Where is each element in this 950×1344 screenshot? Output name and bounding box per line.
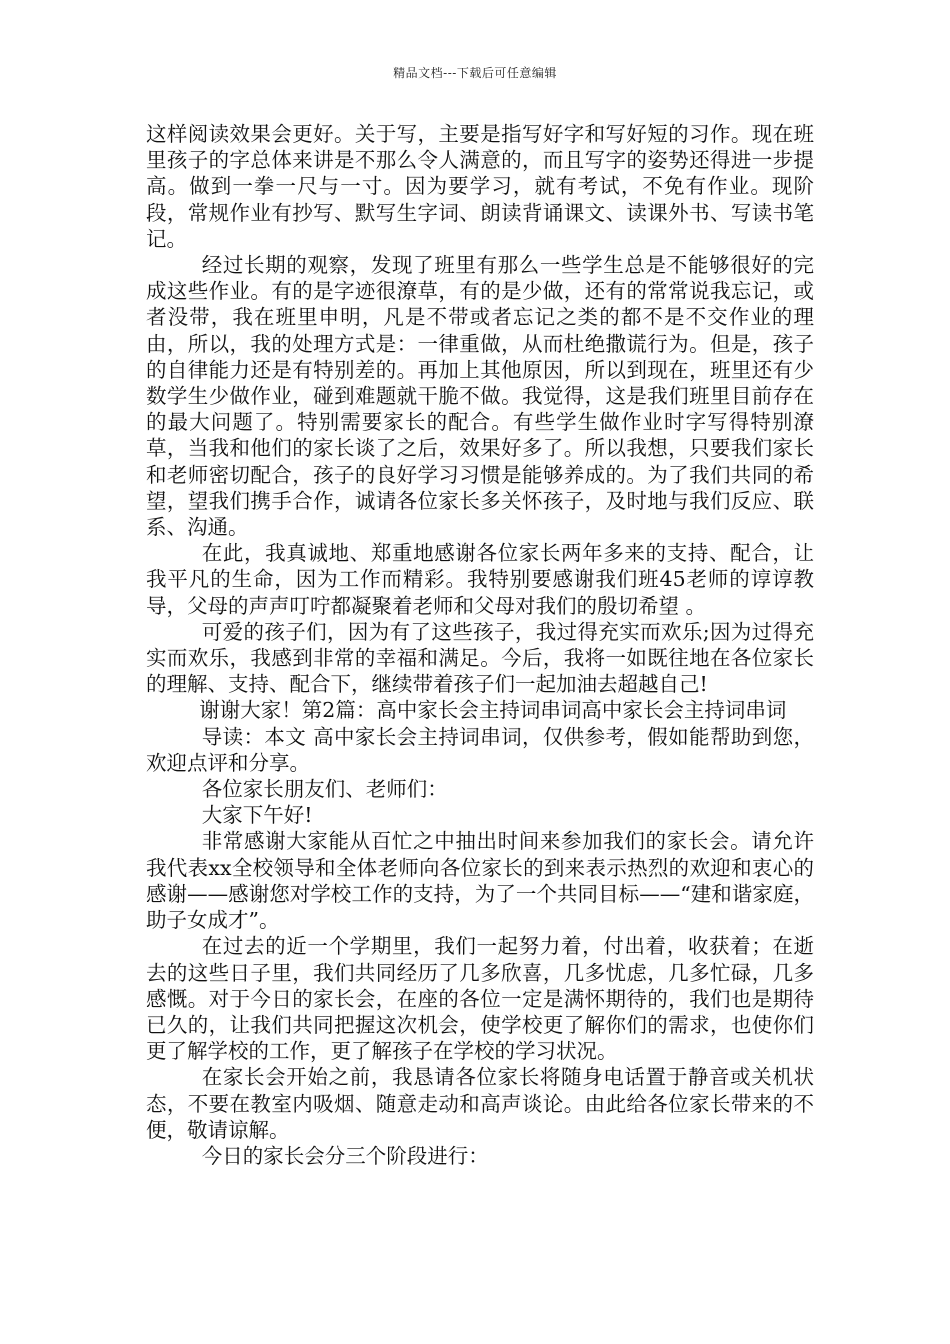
document-body [146, 121, 814, 1169]
paragraph-second-article-title: 谢谢大家！第2篇：高中家长会主持词串词高中家长会主持词串词 [199, 698, 787, 723]
paragraph-phone-request: 在家长会开始之前，我恳请各位家长将随身电话置于静音或关机状态，不要在教室内吸烟、随意走动和高声谈论。由此给各位家长带来的不便，敬请谅解。 [146, 1065, 814, 1142]
paragraph-thanks-parents: 在此，我真诚地、郑重地感谢各位家长两年多来的支持、配合，让我平凡的生命，因为工作而精彩。我特别要感谢我们班45老师的谆谆教导，父母的声声叮咛都凝聚着老师和父母对我们的殷切希望 。 [146, 541, 814, 618]
paragraph-meeting-stages: 今日的家长会分三个阶段进行： [201, 1143, 489, 1168]
paragraph-homework-observation: 经过长期的观察，发现了班里有那么一些学生总是不能够很好的完成这些作业。有的是字迹很潦草，有的是少做，还有的常常说我忘记，或者没带，我在班里申明，凡是不带或者忘记之类的都不是不交作业的理由，所以，我的处理方式是：一律重做，从而杜绝撒谎行为。但是，孩子的自律能力还是有特别差的。再加上其他原因，所以到现在，班里还有少数学生少做作业，碰到难题就干脆不做。我觉得，这是我们班里目前存在的最大问题了。特别需要家长的配合。有些学生做作业时字写得特别潦草，当我和他们的家长谈了之后，效果好多了。所以我想，只要我们家长和老师密切配合，孩子的良好学习习惯是能够养成的。为了我们共同的希望，望我们携手合作，诚请各位家长多关怀孩子，及时地与我们反应、联系、沟通。 [146, 253, 814, 540]
paragraph-past-semester: 在过去的近一个学期里，我们一起努力着，付出着，收获着；在逝去的这些日子里，我们共同经历了几多欣喜，几多忧虑，几多忙碌，几多感慨。对于今日的家长会，在座的各位一定是满怀期待的，我们也是期待已久的，让我们共同把握这次机会，使学校更了解你们的需求，也使你们更了解学校的工作，更了解孩子在学校的学习状况。 [146, 934, 814, 1064]
page-header: 精品文档---下载后可任意编辑 [393, 66, 557, 80]
paragraph-reading-and-writing: 这样阅读效果会更好。关于写，主要是指写好字和写好短的习作。现在班里孩子的字总体来讲是不那么令人满意的，而且写字的姿势还得进一步提高。做到一拳一尺与一寸。因为要学习，就有考试，不免有作业。现阶段，常规作业有抄写、默写生字词、朗读背诵课文、读课外书、写读书笔记。 [146, 122, 814, 251]
paragraph-lovely-children: 可爱的孩子们，因为有了这些孩子，我过得充实而欢乐;因为过得充实而欢乐，我感到非常的幸福和满足。今后，我将一如既往地在各位家长的理解、支持、配合下，继续带着孩子们一起加油去超越自己! [146, 619, 814, 697]
paragraph-good-afternoon: 大家下午好! [201, 803, 313, 828]
paragraph-welcome-thanks: 非常感谢大家能从百忙之中抽出时间来参加我们的家长会。请允许我代表xx全校领导和全体老师向各位家长的到来表示热烈的欢迎和衷心的感谢——感谢您对学校工作的支持，为了一个共同目标——“建和谐家庭，助子女成才”。 [146, 829, 814, 933]
paragraph-guide-intro: 导读：本文 高中家长会主持词串词，仅供参考，假如能帮助到您，欢迎点评和分享。 [146, 724, 814, 775]
paragraph-greeting-parents: 各位家长朋友们、老师们： [201, 777, 448, 802]
